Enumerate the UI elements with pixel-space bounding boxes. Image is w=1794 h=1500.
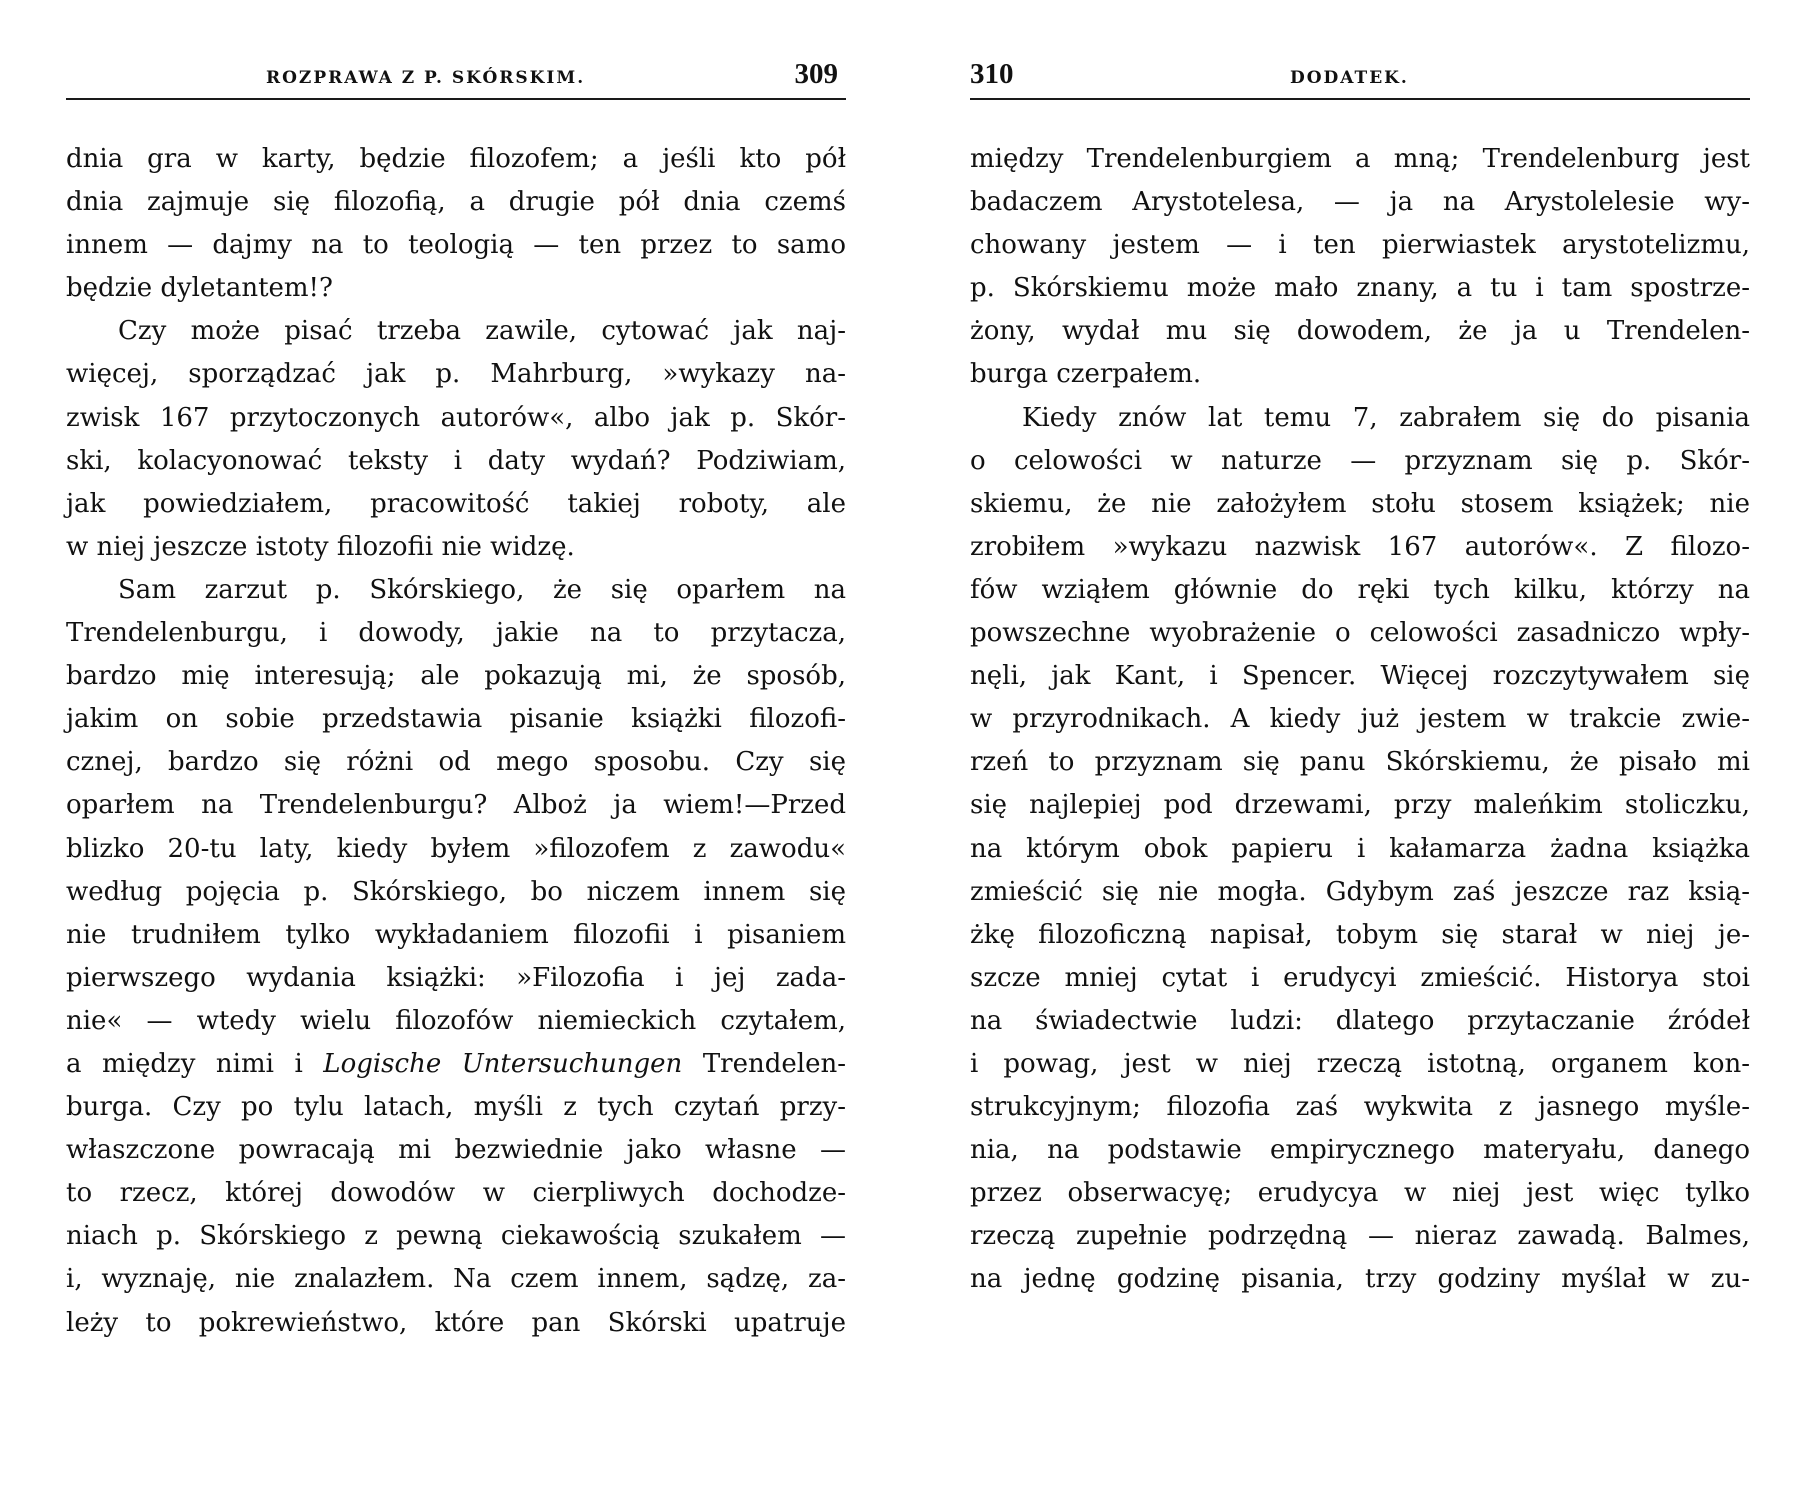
paragraph-start-line: Czy może pisać trzeba zawile, cytować jak naj- [118, 316, 846, 347]
right-page-number: 310 [970, 58, 1014, 90]
text-line: rzeczą zupełnie podrzędną — nieraz zawadą. Balmes, [970, 1221, 1750, 1252]
text-line: się najlepiej pod drzewami, przy maleńkim stoliczku, [970, 790, 1750, 821]
text-line: zwisk 167 przytoczonych autorów«, albo jak p. Skór- [66, 402, 846, 433]
text-line: na jednę godzinę pisania, trzy godziny myślał w zu- [970, 1264, 1750, 1295]
text-line: dnia zajmuje się filozofią, a drugie pół dnia czemś [66, 187, 846, 218]
text-line: oparłem na Trendelenburgu? Alboż ja wiem!—Przed [66, 790, 846, 821]
text-line: strukcyjnym; filozofia zaś wykwita z jasnego myśle- [970, 1092, 1750, 1123]
paragraph-start-line: Kiedy znów lat temu 7, zabrałem się do pisania [1022, 402, 1750, 433]
text-line: żkę filozoficzną napisał, tobym się starał w niej je- [970, 919, 1750, 950]
text-line: szcze mniej cytat i erudycyi zmieścić. Historya stoi [970, 962, 1750, 993]
text-line: przez obserwacyę; erudycya w niej jest więc tylko [970, 1178, 1750, 1209]
text-line: jak powiedziałem, pracowitość takiej roboty, ale [66, 488, 846, 519]
text-line: nie trudniłem tylko wykładaniem filozofii i pisaniem [66, 919, 846, 950]
text-line: i, wyznaję, nie znalazłem. Na czem innem, sądzę, za- [66, 1264, 846, 1295]
text-line: burga. Czy po tylu latach, myśli z tych czytań przy- [66, 1092, 846, 1123]
text-run: Trendelen- [682, 1048, 846, 1079]
text-line: burga czerpałem. [970, 359, 1202, 390]
text-line: Trendelenburgu, i dowody, jakie na to przytacza, [66, 618, 846, 649]
text-line: w niej jeszcze istoty filozofii nie widzę. [66, 531, 575, 562]
text-line: blizko 20-tu laty, kiedy byłem »filozofem z zawodu« [66, 833, 846, 864]
text-line: niach p. Skórskiego z pewną ciekawością szukałem — [66, 1221, 846, 1252]
text-line: nęli, jak Kant, i Spencer. Więcej rozczytywałem się [970, 661, 1750, 692]
text-line: dnia gra w karty, będzie filozofem; a jeśli kto pół [66, 144, 846, 174]
right-running-head-title: DODATEK. [1290, 68, 1409, 88]
text-line: nie« — wtedy wielu filozofów niemieckich czytałem, [66, 1005, 846, 1036]
text-line: i powag, jest w niej rzeczą istotną, organem kon- [970, 1048, 1750, 1079]
text-line: rzeń to przyznam się panu Skórskiemu, że pisało mi [970, 747, 1750, 778]
paragraph-start-line: Sam zarzut p. Skórskiego, że się oparłem na [118, 574, 846, 605]
text-line: będzie dyletantem!? [66, 273, 333, 304]
text-line-with-italic [66, 1043, 846, 1086]
left-running-head-title: ROZPRAWA Z P. SKÓRSKIM. [266, 68, 586, 88]
text-line: na świadectwie ludzi: dlatego przytaczanie źródeł [970, 1005, 1750, 1036]
text-line: leży to pokrewieństwo, które pan Skórski upatruje [66, 1307, 846, 1338]
text-line: właszczone powracają mi bezwiednie jako własne — [66, 1135, 846, 1166]
right-page [970, 50, 1750, 1302]
text-line: zmieścić się nie mogła. Gdybym zaś jeszcze raz ksią- [970, 876, 1750, 907]
right-body-text [970, 138, 1750, 1302]
right-running-head [970, 50, 1750, 100]
text-line: pierwszego wydania książki: »Filozofia i jej zada- [66, 962, 846, 993]
left-page-number: 309 [794, 58, 838, 90]
text-line: chowany jestem — i ten pierwiastek arystotelizmu, [970, 230, 1750, 261]
text-line: na którym obok papieru i kałamarza żadna książka [970, 833, 1750, 864]
text-line: powszechne wyobrażenie o celowości zasadniczo wpły- [970, 618, 1750, 649]
italic-title: Logische Untersuchungen [323, 1048, 683, 1079]
text-line: nia, na podstawie empirycznego materyału, danego [970, 1135, 1750, 1166]
text-line: badaczem Arystotelesa, — ja na Arystolelesie wy- [970, 187, 1750, 218]
text-line: innem — dajmy na to teologią — ten przez to samo [66, 230, 846, 261]
text-line: zrobiłem »wykazu nazwisk 167 autorów«. Z filozo- [970, 531, 1750, 562]
text-line: żony, wydał mu się dowodem, że ja u Trendelen- [970, 316, 1750, 347]
text-line: o celowości w naturze — przyznam się p. Skór- [970, 445, 1750, 476]
text-line: bardzo mię interesują; ale pokazują mi, że sposób, [66, 661, 846, 692]
text-line: więcej, sporządzać jak p. Mahrburg, »wykazy na- [66, 359, 846, 390]
text-line: między Trendelenburgiem a mną; Trendelenburg jest [970, 144, 1750, 174]
text-line: ski, kolacyonować teksty i daty wydań? Podziwiam, [66, 445, 846, 476]
text-line: fów wziąłem głównie do ręki tych kilku, którzy na [970, 574, 1750, 605]
left-body-text [66, 138, 846, 1345]
left-page [66, 50, 846, 1345]
left-running-head [66, 50, 846, 100]
text-line: cznej, bardzo się różni od mego sposobu. Czy się [66, 747, 846, 778]
text-run: a między nimi i [66, 1048, 324, 1079]
text-line: według pojęcia p. Skórskiego, bo niczem innem się [66, 876, 846, 907]
text-line: p. Skórskiemu może mało znany, a tu i tam spostrze- [970, 273, 1750, 304]
text-line: to rzecz, której dowodów w cierpliwych dochodze- [66, 1178, 846, 1209]
text-line: jakim on sobie przedstawia pisanie książki filozofi- [66, 704, 846, 735]
text-line: skiemu, że nie założyłem stołu stosem książek; nie [970, 488, 1750, 519]
text-line: w przyrodnikach. A kiedy już jestem w trakcie zwie- [970, 704, 1750, 735]
